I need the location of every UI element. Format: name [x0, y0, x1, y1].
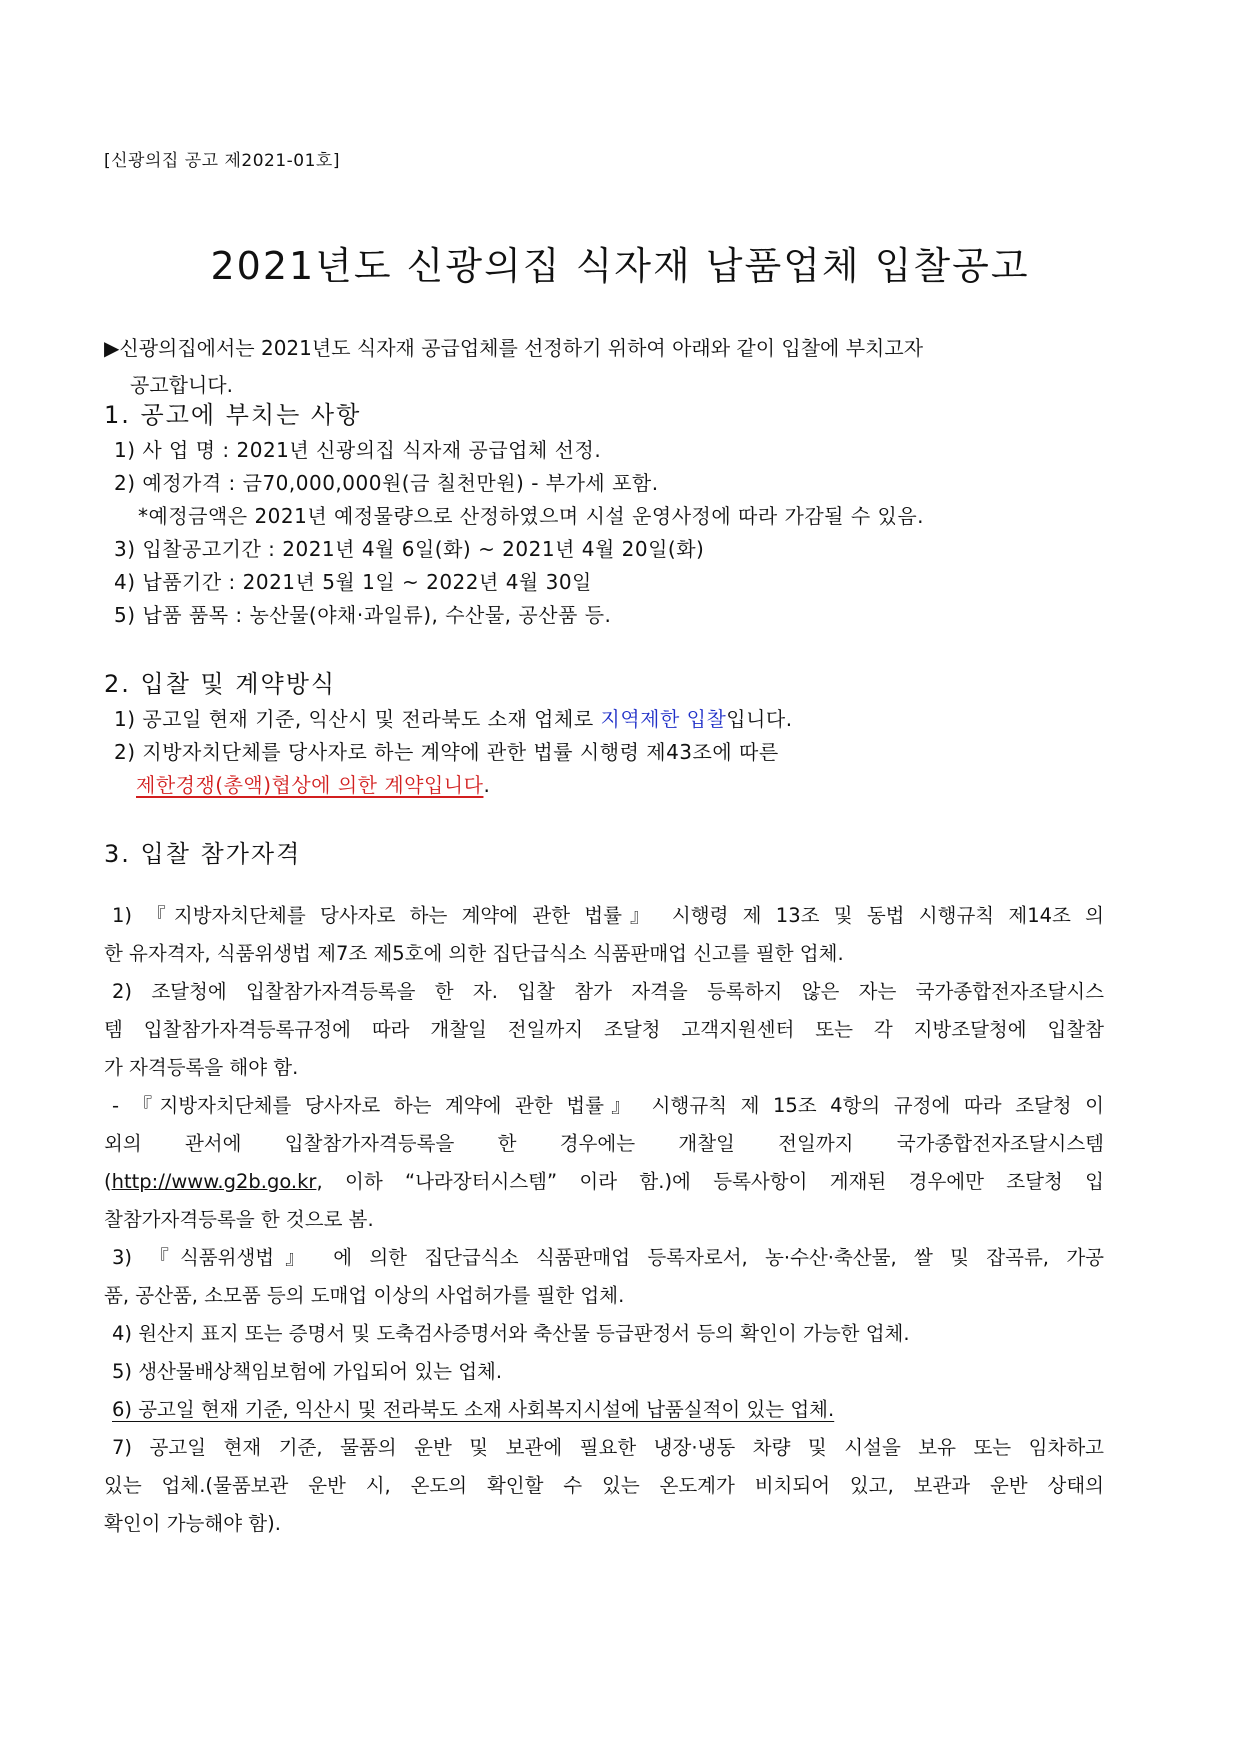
qualification-7-line-1: 7) 공고일 현재 기준, 물품의 운반 및 보관에 필요한 냉장·냉동 차량 및 시설을 보유 또는 임차하고: [112, 1436, 1104, 1459]
qualification-1-line-2: 한 유자격자, 식품위생법 제7조 제5호에 의한 집단급식소 식품판매업 신고를 필한 업체.: [104, 942, 844, 965]
qualification-2-line-7: 찰참가자격등록을 한 것으로 봄.: [104, 1208, 374, 1231]
regional-restriction-highlight: 지역제한 입찰: [600, 707, 727, 731]
qualification-2-line-6-text: , 이하 “나라장터시스템” 이라 함.)에 등록사항이 게재된 경우에만 조달청 입: [316, 1170, 1104, 1193]
intro-line-2: 공고합니다.: [130, 373, 233, 397]
section1-heading: 1. 공고에 부치는 사항: [104, 401, 362, 429]
qualification-2-line-2: 템 입찰참가자격등록규정에 따라 개찰일 전일까지 조달청 고객지원센터 또는 각 지방조달청에 입찰참: [104, 1018, 1104, 1041]
g2b-link[interactable]: http://www.g2b.go.kr: [111, 1170, 317, 1193]
section2-item-1-end: 입니다.: [726, 707, 793, 731]
section1-note: *예정금액은 2021년 예정물량으로 산정하였으며 시설 운영사정에 따라 가감될 수 있음.: [138, 504, 925, 528]
paren-open: (: [104, 1170, 112, 1193]
qualification-6: [104, 1391, 1104, 1429]
section3-heading: 3. 입찰 참가자격: [104, 840, 302, 868]
qualification-6-text: 6) 공고일 현재 기준, 익산시 및 전라북도 소재 사회복지시설에 납품실적이 있는 업체.: [112, 1398, 835, 1421]
section1-item-1: 1) 사 업 명 : 2021년 신광의집 식자재 공급업체 선정.: [114, 438, 602, 462]
qualification-2-line-5: 외의 관서에 입찰참가자격등록을 한 경우에는 개찰일 전일까지 국가종합전자조달시스템: [104, 1132, 1104, 1155]
intro-line-1: [104, 330, 1104, 367]
section1-item-5: 5) 납품 품목 : 농산물(야채·과일류), 수산물, 공산품 등.: [114, 603, 612, 627]
section1-item-3: 3) 입찰공고기간 : 2021년 4월 6일(화) ~ 2021년 4월 20일(화): [114, 537, 705, 561]
notice-number: [신광의집 공고 제2021-01호]: [104, 151, 340, 171]
section3-paragraphs: [104, 897, 1104, 1543]
qualification-2-line-1: 2) 조달청에 입찰참가자격등록을 한 자. 입찰 참가 자격을 등록하지 않은 자는 국가종합전자조달시스: [112, 980, 1104, 1003]
section2-item-1-text: 1) 공고일 현재 기준, 익산시 및 전라북도 소재 업체로: [114, 707, 601, 731]
qualification-2-line-6: [104, 1163, 1104, 1201]
page-title: 2021년도 신광의집 식자재 납품업체 입찰공고: [210, 244, 1030, 288]
qualification-5: 5) 생산물배상책임보험에 가입되어 있는 업체.: [112, 1360, 503, 1383]
qualification-1-line-1: 1) 『지방자치단체를 당사자로 하는 계약에 관한 법률』 시행령 제 13조 및 동법 시행규칙 제14조 의: [112, 904, 1104, 927]
intro-line-1-text: ▶신광의집에서는 2021년도 식자재 공급업체를 선정하기 위하여 아래와 같이 입찰에 부치고자: [104, 336, 924, 360]
section2-item-1: [114, 703, 793, 732]
qualification-7-line-2: 있는 업체.(물품보관 운반 시, 온도의 확인할 수 있는 온도계가 비치되어 있고, 보관과 운반 상태의: [104, 1474, 1104, 1497]
section2-item-2-cont: [136, 769, 490, 798]
qualification-2-line-3: 가 자격등록을 해야 함.: [104, 1056, 299, 1079]
section2-item-2: 2) 지방자치단체를 당사자로 하는 계약에 관한 법률 시행령 제43조에 따른: [114, 740, 779, 764]
section2-item-2-end: .: [483, 773, 491, 797]
qualification-4: 4) 원산지 표지 또는 증명서 및 도축검사증명서와 축산물 등급판정서 등의 확인이 가능한 업체.: [112, 1322, 910, 1345]
qualification-2-line-4: - 『지방자치단체를 당사자로 하는 계약에 관한 법률』 시행규칙 제 15조 4항의 규정에 따라 조달청 이: [112, 1094, 1104, 1117]
section1-item-4: 4) 납품기간 : 2021년 5월 1일 ~ 2022년 4월 30일: [114, 570, 592, 594]
section1-item-2: 2) 예정가격 : 금70,000,000원(금 칠천만원) - 부가세 포함.: [114, 471, 659, 495]
intro-paragraph: [104, 330, 1104, 404]
qualification-3-line-2: 품, 공산품, 소모품 등의 도매업 이상의 사업허가를 필한 업체.: [104, 1284, 625, 1307]
contract-method-highlight: 제한경쟁(총액)협상에 의한 계약입니다: [136, 773, 484, 797]
qualification-7-line-3: 확인이 가능해야 함).: [104, 1512, 281, 1535]
section2-heading: 2. 입찰 및 계약방식: [104, 670, 337, 698]
qualification-3-line-1: 3) 『식품위생법』 에 의한 집단급식소 식품판매업 등록자로서, 농·수산·축산물, 쌀 및 잡곡류, 가공: [112, 1246, 1104, 1269]
